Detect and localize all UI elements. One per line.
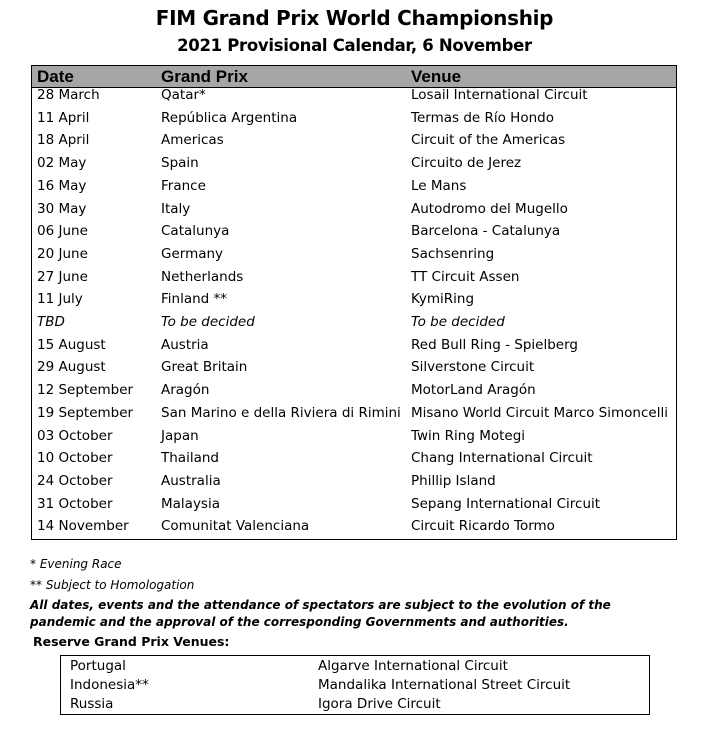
reserve-row: [61, 676, 649, 695]
calendar-table: [31, 65, 677, 540]
reserve-venue: Mandalika International Street Circuit: [318, 677, 571, 693]
cell-venue: MotorLand Aragón: [411, 382, 536, 399]
cell-venue: Circuito de Jerez: [411, 155, 522, 172]
cell-venue: Red Bull Ring - Spielberg: [411, 336, 578, 353]
cell-date: 11 April: [37, 109, 90, 126]
cell-grand-prix: France: [161, 177, 206, 194]
cell-venue: Losail International Circuit: [411, 87, 588, 103]
cell-grand-prix: Great Britain: [161, 359, 248, 376]
reserve-row: [61, 657, 649, 676]
cell-date: 02 May: [37, 155, 87, 172]
table-row: [32, 473, 676, 496]
cell-date: 24 October: [37, 472, 113, 489]
reserve-row: [61, 695, 649, 714]
cell-grand-prix: Japan: [161, 427, 199, 444]
cell-venue: Phillip Island: [411, 472, 496, 489]
calendar-header-row: [32, 66, 676, 88]
cell-date: 15 August: [37, 336, 106, 353]
reserve-country: Indonesia**: [70, 677, 149, 693]
cell-grand-prix: Catalunya: [161, 223, 230, 240]
column-header-grand-prix: Grand Prix: [161, 67, 248, 86]
cell-venue: Le Mans: [411, 177, 467, 194]
table-row: [32, 518, 676, 541]
column-header-venue: Venue: [411, 67, 462, 86]
table-row: [32, 201, 676, 224]
table-row: [32, 291, 676, 314]
table-row: [32, 110, 676, 133]
cell-venue: Misano World Circuit Marco Simoncelli: [411, 404, 668, 421]
cell-date: 20 June: [37, 245, 88, 262]
footnote-evening-race: * Evening Race: [30, 557, 122, 571]
cell-venue: Circuit Ricardo Tormo: [411, 518, 555, 535]
table-row: [32, 178, 676, 201]
footnote-homologation: ** Subject to Homologation: [30, 578, 195, 592]
cell-venue: Sepang International Circuit: [411, 495, 601, 512]
table-row: [32, 246, 676, 269]
cell-date: 12 September: [37, 382, 134, 399]
reserve-venues-table: [60, 655, 650, 715]
cell-grand-prix: San Marino e della Riviera di Rimini: [161, 404, 401, 421]
table-row: [32, 428, 676, 451]
cell-grand-prix: Qatar*: [161, 87, 206, 103]
cell-venue: Sachsenring: [411, 245, 495, 262]
cell-date: 18 April: [37, 132, 90, 149]
cell-date: 19 September: [37, 404, 134, 421]
cell-venue: Barcelona - Catalunya: [411, 223, 561, 240]
cell-grand-prix: Finland **: [161, 291, 228, 308]
reserve-country: Russia: [70, 696, 114, 712]
cell-date: 30 May: [37, 200, 87, 217]
cell-date: 03 October: [37, 427, 113, 444]
page-subtitle: 2021 Provisional Calendar, 6 November: [177, 36, 532, 55]
cell-grand-prix: Thailand: [161, 450, 219, 467]
pandemic-disclaimer: All dates, events and the attendance of spectators are subject to the evolution of the pandemic and the approval of the corresponding Governments and authorities.: [30, 598, 611, 629]
cell-grand-prix: Spain: [161, 155, 199, 172]
cell-grand-prix: Italy: [161, 200, 191, 217]
column-header-date: Date: [37, 67, 74, 86]
cell-date: 31 October: [37, 495, 113, 512]
reserve-country: Portugal: [70, 658, 126, 674]
cell-grand-prix: Germany: [161, 245, 224, 262]
cell-grand-prix: Australia: [161, 472, 221, 489]
table-row: [32, 269, 676, 292]
table-row: [32, 337, 676, 360]
cell-venue: Twin Ring Motegi: [411, 427, 526, 444]
table-row: [32, 496, 676, 519]
cell-venue: Termas de Río Hondo: [411, 109, 554, 126]
table-row: [32, 314, 676, 337]
reserve-venue: Algarve International Circuit: [318, 658, 508, 674]
cell-venue: To be decided: [411, 314, 505, 330]
cell-grand-prix: Comunitat Valenciana: [161, 518, 310, 535]
cell-venue: KymiRing: [411, 291, 475, 308]
cell-grand-prix: Malaysia: [161, 495, 220, 512]
cell-venue: Autodromo del Mugello: [411, 200, 568, 217]
table-row: [32, 132, 676, 155]
cell-grand-prix: República Argentina: [161, 109, 298, 126]
cell-date: 14 November: [37, 518, 129, 535]
cell-date: 16 May: [37, 177, 87, 194]
cell-grand-prix: Austria: [161, 336, 209, 353]
cell-venue: Silverstone Circuit: [411, 359, 535, 376]
table-row: [32, 155, 676, 178]
page-title: FIM Grand Prix World Championship: [155, 6, 554, 30]
table-row: [32, 382, 676, 405]
cell-grand-prix: Netherlands: [161, 268, 244, 285]
cell-venue: Circuit of the Americas: [411, 132, 566, 149]
cell-grand-prix: Americas: [161, 132, 224, 149]
cell-date: 28 March: [37, 87, 100, 103]
cell-date: 10 October: [37, 450, 113, 467]
cell-date: 29 August: [37, 359, 106, 376]
cell-venue: Chang International Circuit: [411, 450, 593, 467]
cell-grand-prix: Aragón: [161, 382, 210, 399]
cell-date: TBD: [37, 314, 65, 330]
cell-grand-prix: To be decided: [161, 314, 255, 330]
cell-date: 27 June: [37, 268, 88, 285]
table-row: [32, 359, 676, 382]
table-row: [32, 223, 676, 246]
table-row: [32, 87, 676, 110]
reserve-venues-heading: Reserve Grand Prix Venues:: [33, 634, 230, 649]
cell-date: 06 June: [37, 223, 88, 240]
cell-date: 11 July: [37, 291, 83, 308]
reserve-venue: Igora Drive Circuit: [318, 696, 441, 712]
cell-venue: TT Circuit Assen: [411, 268, 520, 285]
table-row: [32, 405, 676, 428]
table-row: [32, 450, 676, 473]
